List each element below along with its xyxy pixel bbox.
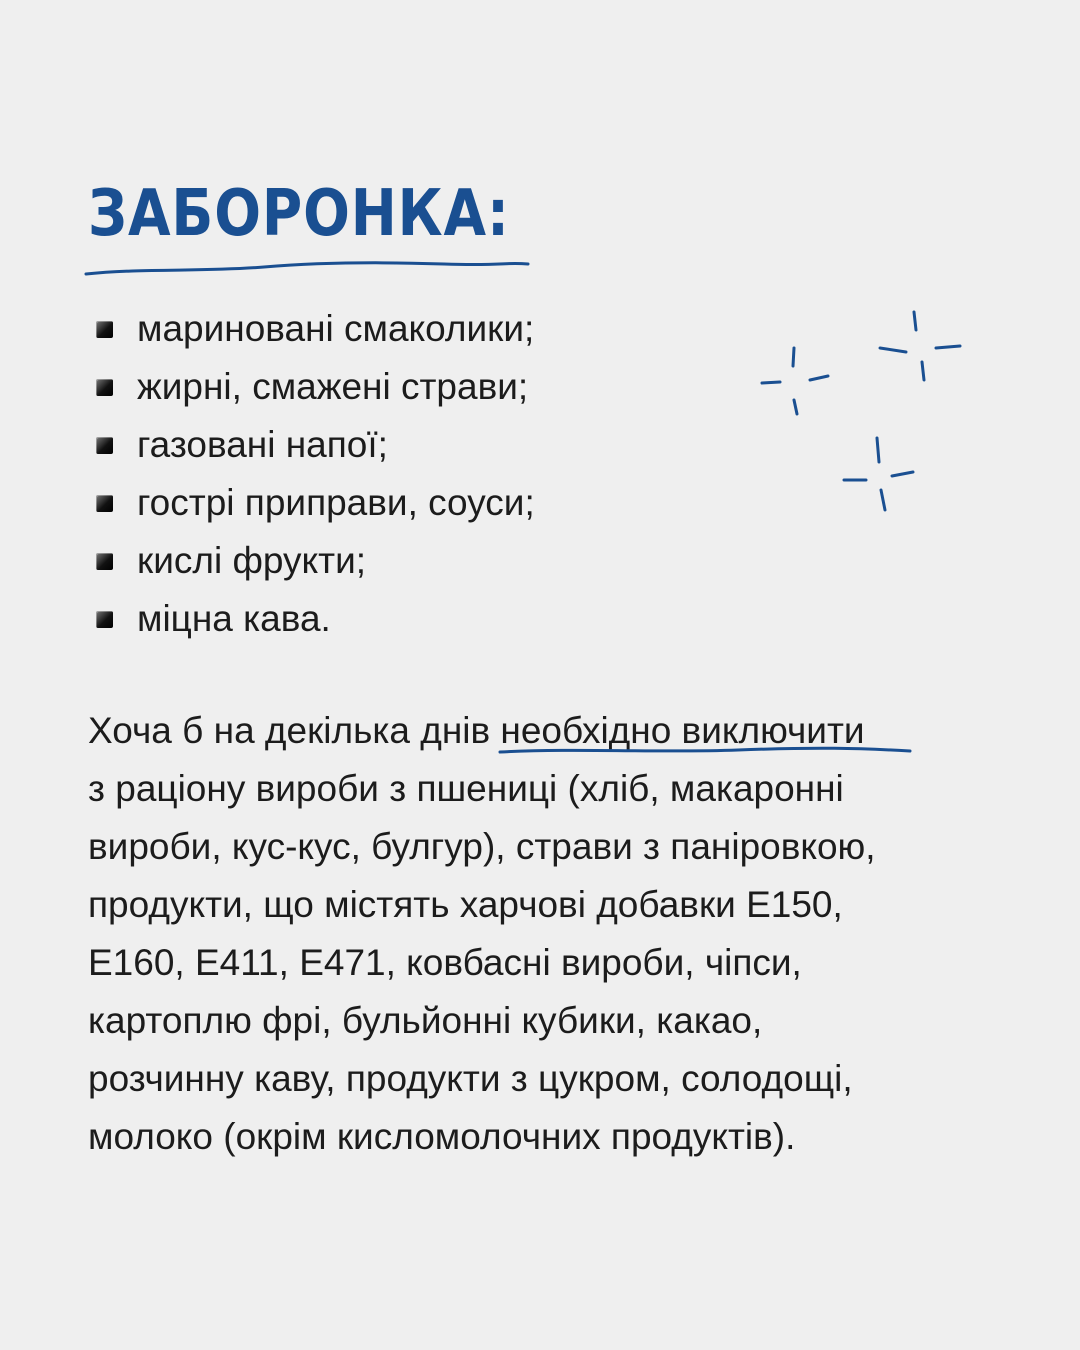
- square-bullet-icon: [96, 379, 113, 396]
- sparkle-icon: [740, 300, 980, 530]
- square-bullet-icon: [96, 321, 113, 338]
- paragraph-line: картоплю фрі, бульйонні кубики, какао,: [88, 1000, 763, 1041]
- square-bullet-icon: [96, 611, 113, 628]
- list-item: [96, 590, 535, 648]
- paragraph-line: розчинну каву, продукти з цукром, солодощі,: [88, 1058, 853, 1099]
- list-item-text: жирні, смажені страви;: [137, 366, 529, 407]
- list-item: [96, 474, 535, 532]
- list-item: [96, 300, 535, 358]
- page-title: ЗАБОРОНКА:: [88, 177, 510, 251]
- info-paragraph: [88, 702, 1008, 1166]
- highlight-underline: [498, 744, 914, 756]
- highlighted-phrase: [500, 702, 864, 760]
- title-underline: [84, 252, 534, 282]
- list-item-text: мариновані смаколики;: [137, 308, 535, 349]
- paragraph-line: продукти, що містять харчові добавки Е150,: [88, 884, 843, 925]
- forbidden-list: [96, 300, 535, 648]
- highlighted-text: необхідно виключити: [500, 710, 865, 751]
- list-item-text: кислі фрукти;: [137, 540, 367, 581]
- list-item: [96, 416, 535, 474]
- square-bullet-icon: [96, 553, 113, 570]
- paragraph-line: з раціону вироби з пшениці (хліб, макаронні: [88, 768, 844, 809]
- paragraph-line: [88, 702, 1008, 760]
- square-bullet-icon: [96, 495, 113, 512]
- list-item-text: гострі приправи, соуси;: [137, 482, 535, 523]
- list-item: [96, 358, 535, 416]
- paragraph-line: вироби, кус-кус, булгур), страви з паніровкою,: [88, 826, 876, 867]
- list-item: [96, 532, 535, 590]
- paragraph-text: Хоча б на декілька днів: [88, 710, 501, 751]
- square-bullet-icon: [96, 437, 113, 454]
- paragraph-line: Е160, Е411, Е471, ковбасні вироби, чіпси,: [88, 942, 802, 983]
- paragraph-line: молоко (окрім кисломолочних продуктів).: [88, 1116, 796, 1157]
- list-item-text: міцна кава.: [137, 598, 331, 639]
- list-item-text: газовані напої;: [137, 424, 388, 465]
